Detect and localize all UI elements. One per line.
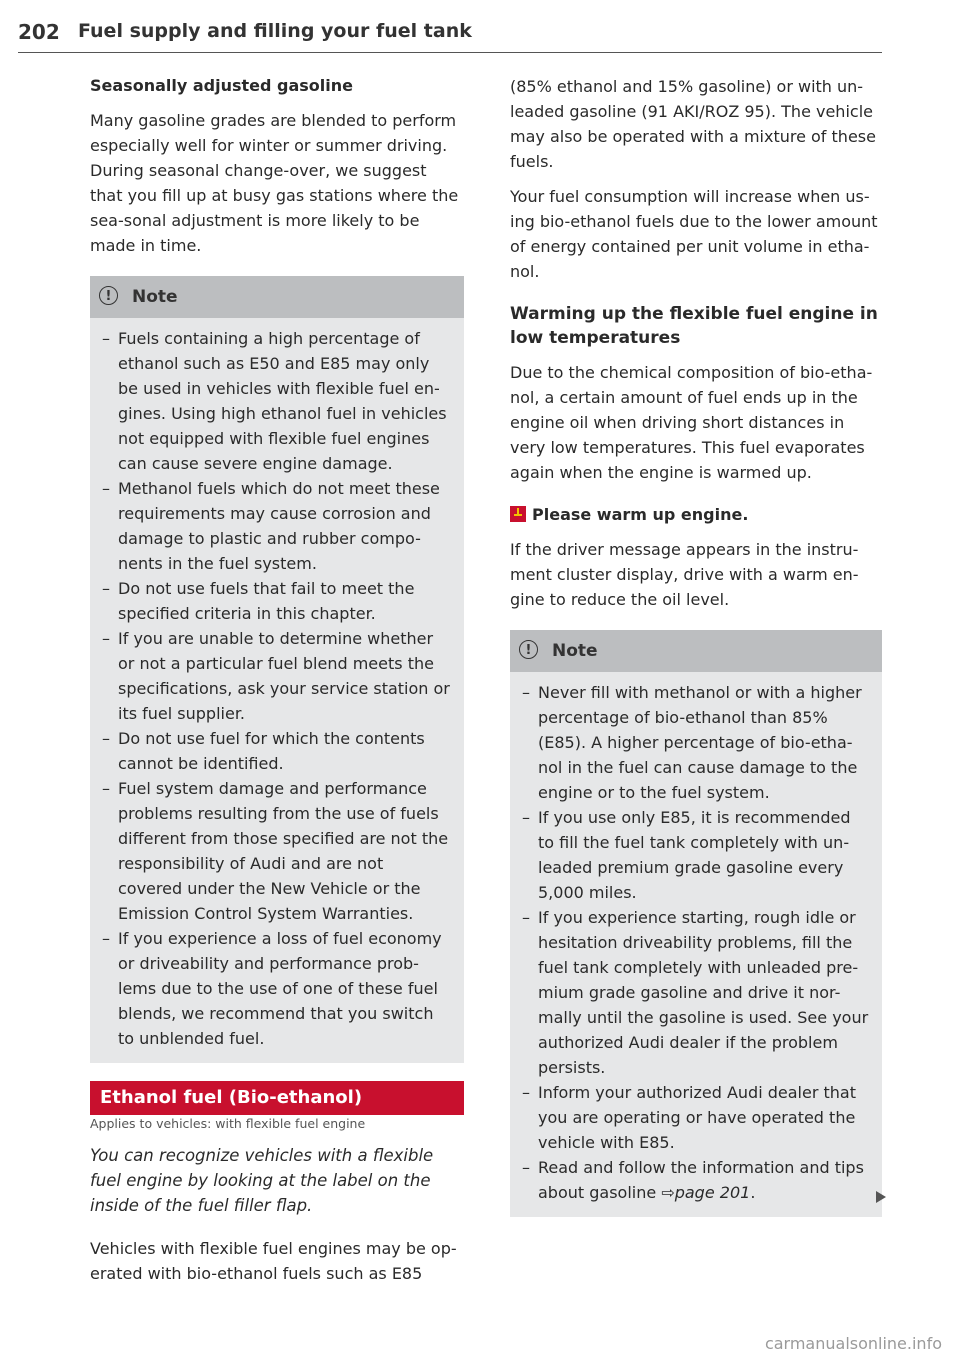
caution-icon: ! — [99, 286, 118, 305]
consumption-paragraph: Your fuel consumption will increase when us-ing bio-ethanol fuels due to the lower amount of energy contained per unit volume in etha-nol. — [510, 187, 878, 281]
note-header — [90, 276, 464, 318]
list-item: – If you use only E85, it is recommended to fill the fuel tank completely with un-leaded premium grade gasoline every 5,000 miles. — [522, 808, 851, 902]
left-column — [90, 74, 464, 1286]
note-box — [90, 276, 464, 1063]
right-column — [510, 74, 882, 1217]
note-box — [510, 630, 882, 1217]
note-title: Note — [132, 287, 178, 307]
driver-message-paragraph: If the driver message appears in the instru-ment cluster display, drive with a warm en-gine to reduce the oil level. — [510, 540, 859, 609]
section-title: Ethanol fuel (Bio-ethanol) — [90, 1081, 464, 1115]
warming-paragraph: Due to the chemical composition of bio-etha-nol, a certain amount of fuel ends up in the engine oil when driving short distances in very low temperatures. This fuel evaporates again when the engine is warmed up. — [510, 363, 873, 482]
header-divider — [18, 52, 882, 53]
list-item: – If you experience starting, rough idle or hesitation driveability problems, fill the fuel tank completely with unleaded pre-mium grade gasoline and drive it nor-mally until the gasoline is used. See your authorized Audi dealer if the problem persists. — [522, 908, 869, 1077]
list-item: – If you are unable to determine whether or not a particular fuel blend meets the specifications, ask your service station or its fuel supplier. — [102, 629, 450, 723]
list-item: – Never fill with methanol or with a higher percentage of bio-ethanol than 85% (E85). A higher percentage of bio-etha-nol in the fuel can cause damage to the engine or to the fuel system. — [522, 683, 862, 802]
oil-warning-icon — [510, 506, 526, 522]
list-item: – Do not use fuels that fail to meet the specified criteria in this chapter. — [102, 579, 415, 623]
ethanol-paragraph: Vehicles with flexible fuel engines may be op-erated with bio-ethanol fuels such as E85 — [90, 1239, 457, 1283]
warm-message: Please warm up engine. — [532, 505, 749, 524]
page-link-arrow[interactable]: ⇨ — [661, 1183, 675, 1202]
continue-arrow-icon — [876, 1191, 886, 1203]
list-item: – Read and follow the information and tips about gasoline ⇨page 201. — [522, 1158, 864, 1202]
seasonal-heading: Seasonally adjusted gasoline — [90, 76, 353, 95]
page-reference-link[interactable]: page 201 — [674, 1183, 751, 1202]
note-header — [510, 630, 882, 672]
warm-message-line — [510, 503, 882, 527]
applies-to: Applies to vehicles: with flexible fuel engine — [90, 1116, 366, 1131]
page-number: 202 — [18, 20, 60, 44]
caution-icon: ! — [519, 640, 538, 659]
seasonal-paragraph: Many gasoline grades are blended to perform especially well for winter or summer driving. During seasonal change-over, we suggest that you fill up at busy gas stations where the sea-sonal adjustment is more likely to be made in time. — [90, 111, 459, 255]
warming-heading: Warming up the flexible fuel engine in low temperatures — [510, 304, 878, 348]
section-intro: You can recognize vehicles with a flexible fuel engine by looking at the label on the inside of the fuel filler flap. — [90, 1146, 434, 1215]
ethanol-paragraph-cont: (85% ethanol and 15% gasoline) or with un-leaded gasoline (91 AKI/ROZ 95). The vehicle may also be operated with a mixture of these fuels. — [510, 77, 876, 171]
chapter-title: Fuel supply and filling your fuel tank — [78, 20, 472, 42]
list-item: – Methanol fuels which do not meet these requirements may cause corrosion and damage to plastic and rubber compo-nents in the fuel system. — [102, 479, 440, 573]
list-item: – Do not use fuel for which the contents cannot be identified. — [102, 729, 425, 773]
list-item: – If you experience a loss of fuel economy or driveability and performance prob-lems due to the use of one of these fuel blends, we recommend that you switch to unblended fuel. — [102, 929, 442, 1048]
page-header — [18, 14, 882, 54]
list-item: – Fuels containing a high percentage of ethanol such as E50 and E85 may only be used in vehicles with flexible fuel en-gines. Using high ethanol fuel in vehicles not equipped with flexible fuel engines can cause severe engine damage. — [102, 329, 447, 473]
list-item: – Inform your authorized Audi dealer that you are operating or have operated the vehicle with E85. — [522, 1083, 856, 1152]
watermark: carmanualsonline.info — [764, 1334, 942, 1353]
list-item: – Fuel system damage and performance problems resulting from the use of fuels different from those specified are not the responsibility of Audi and are not covered under the New Vehicle or the Emission Control System Warranties. — [102, 779, 449, 923]
note-title: Note — [552, 641, 598, 661]
